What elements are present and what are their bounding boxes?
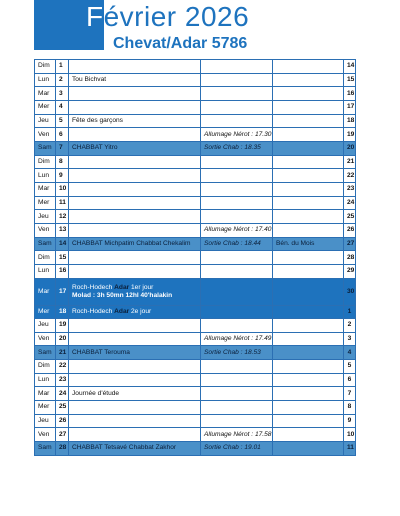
calendar-row bbox=[35, 251, 356, 265]
hebrew-date-cell: 4 bbox=[344, 346, 356, 360]
day-name-cell: Lun bbox=[35, 373, 56, 387]
hebrew-date-cell: 10 bbox=[344, 428, 356, 442]
notes-cell bbox=[273, 387, 344, 401]
event-description-cell bbox=[69, 128, 201, 142]
roch-hodech-label: Roch-Hodech bbox=[72, 307, 115, 315]
hebrew-date-cell: 22 bbox=[344, 169, 356, 183]
day-name-cell: Dim bbox=[35, 155, 56, 169]
notes-cell bbox=[273, 60, 344, 74]
candle-time-cell bbox=[201, 401, 273, 415]
notes-cell bbox=[273, 169, 344, 183]
day-number-cell: 1 bbox=[56, 60, 69, 74]
day-number-cell: 18 bbox=[56, 305, 69, 319]
event-description-cell bbox=[69, 169, 201, 183]
candle-time-cell bbox=[201, 196, 273, 210]
calendar-row bbox=[35, 210, 356, 224]
calendar-table bbox=[34, 59, 356, 456]
event-description-cell bbox=[69, 319, 201, 333]
day-name-cell: Mar bbox=[35, 182, 56, 196]
candle-time-cell bbox=[201, 155, 273, 169]
month-title-initial: F bbox=[86, 1, 104, 32]
day-number-cell: 2 bbox=[56, 73, 69, 87]
day-number-cell: 9 bbox=[56, 169, 69, 183]
calendar-row bbox=[35, 128, 356, 142]
day-name-cell: Lun bbox=[35, 73, 56, 87]
notes-cell bbox=[273, 414, 344, 428]
hebrew-date-cell: 17 bbox=[344, 100, 356, 114]
candle-time-cell: Sortie Chab : 18.44 bbox=[201, 237, 273, 251]
candle-time-cell bbox=[201, 73, 273, 87]
event-description-cell: CHABBAT Tetsavé Chabbat Zakhor bbox=[69, 442, 201, 456]
day-number-cell: 6 bbox=[56, 128, 69, 142]
day-name-cell: Jeu bbox=[35, 210, 56, 224]
day-name-cell: Lun bbox=[35, 169, 56, 183]
day-name-cell: Mar bbox=[35, 87, 56, 101]
day-name-cell: Mar bbox=[35, 278, 56, 305]
notes-cell bbox=[273, 155, 344, 169]
day-number-cell: 19 bbox=[56, 319, 69, 333]
roch-hodech-line bbox=[72, 284, 153, 291]
calendar-row bbox=[35, 332, 356, 346]
roch-hodech-line bbox=[72, 308, 151, 315]
day-number-cell: 16 bbox=[56, 264, 69, 278]
day-name-cell: Mer bbox=[35, 305, 56, 319]
candle-time-cell: Sortie Chab : 18.35 bbox=[201, 141, 273, 155]
day-name-cell: Sam bbox=[35, 346, 56, 360]
hebrew-date-cell: 16 bbox=[344, 87, 356, 101]
event-description-cell: CHABBAT Michpatim Chabbat Chekalim bbox=[69, 237, 201, 251]
event-description-cell bbox=[69, 223, 201, 237]
event-description-cell: CHABBAT Terouma bbox=[69, 346, 201, 360]
notes-cell bbox=[273, 346, 344, 360]
hebrew-month-title: Chevat/Adar 5786 bbox=[113, 35, 248, 52]
roch-hodech-label: Roch-Hodech bbox=[72, 283, 115, 291]
day-name-cell: Mer bbox=[35, 196, 56, 210]
day-number-cell: 11 bbox=[56, 196, 69, 210]
calendar-row bbox=[35, 264, 356, 278]
hebrew-date-cell: 18 bbox=[344, 114, 356, 128]
hebrew-date-cell: 3 bbox=[344, 332, 356, 346]
event-description-cell bbox=[69, 196, 201, 210]
notes-cell bbox=[273, 373, 344, 387]
molad-text: Molad : 3h 50mn 12hl 40'halakin bbox=[72, 291, 173, 299]
day-name-cell: Dim bbox=[35, 251, 56, 265]
calendar-row bbox=[35, 114, 356, 128]
notes-cell bbox=[273, 305, 344, 319]
event-description-cell bbox=[69, 305, 201, 319]
event-description-cell: Tou Bichvat bbox=[69, 73, 201, 87]
candle-time-cell: Sortie Chab : 18.53 bbox=[201, 346, 273, 360]
day-name-cell: Dim bbox=[35, 60, 56, 74]
notes-cell bbox=[273, 278, 344, 305]
notes-cell: Bén. du Mois bbox=[273, 237, 344, 251]
notes-cell bbox=[273, 223, 344, 237]
day-number-cell: 14 bbox=[56, 237, 69, 251]
candle-time-cell bbox=[201, 87, 273, 101]
candle-time-cell bbox=[201, 264, 273, 278]
roch-hodech-day: 2e jour bbox=[129, 307, 152, 315]
notes-cell bbox=[273, 332, 344, 346]
calendar-row bbox=[35, 373, 356, 387]
candle-time-cell bbox=[201, 251, 273, 265]
candle-time-cell bbox=[201, 100, 273, 114]
hebrew-date-cell: 14 bbox=[344, 60, 356, 74]
hebrew-date-cell: 7 bbox=[344, 387, 356, 401]
notes-cell bbox=[273, 442, 344, 456]
candle-time-cell: Allumage Nérot : 17.30 bbox=[201, 128, 273, 142]
day-number-cell: 23 bbox=[56, 373, 69, 387]
notes-cell bbox=[273, 114, 344, 128]
event-description-cell bbox=[69, 60, 201, 74]
day-number-cell: 28 bbox=[56, 442, 69, 456]
hebrew-date-cell: 19 bbox=[344, 128, 356, 142]
calendar-row bbox=[35, 346, 356, 360]
event-description-cell: Journée d'étude bbox=[69, 387, 201, 401]
adar-label: Adar bbox=[114, 283, 130, 291]
day-name-cell: Sam bbox=[35, 442, 56, 456]
candle-time-cell: Allumage Nérot : 17.49 bbox=[201, 332, 273, 346]
day-name-cell: Ven bbox=[35, 223, 56, 237]
hebrew-date-cell: 15 bbox=[344, 73, 356, 87]
notes-cell bbox=[273, 182, 344, 196]
day-name-cell: Sam bbox=[35, 237, 56, 251]
notes-cell bbox=[273, 251, 344, 265]
month-title-rest: évrier 2026 bbox=[103, 1, 250, 32]
notes-cell bbox=[273, 73, 344, 87]
day-number-cell: 27 bbox=[56, 428, 69, 442]
day-number-cell: 4 bbox=[56, 100, 69, 114]
calendar-row bbox=[35, 100, 356, 114]
notes-cell bbox=[273, 100, 344, 114]
calendar-row bbox=[35, 169, 356, 183]
day-number-cell: 26 bbox=[56, 414, 69, 428]
calendar-row bbox=[35, 428, 356, 442]
calendar-row bbox=[35, 196, 356, 210]
candle-time-cell: Sortie Chab : 19.01 bbox=[201, 442, 273, 456]
hebrew-date-cell: 5 bbox=[344, 360, 356, 374]
hebrew-date-cell: 9 bbox=[344, 414, 356, 428]
hebrew-date-cell: 26 bbox=[344, 223, 356, 237]
hebrew-date-cell: 24 bbox=[344, 196, 356, 210]
hebrew-date-cell: 2 bbox=[344, 319, 356, 333]
day-number-cell: 25 bbox=[56, 401, 69, 415]
candle-time-cell bbox=[201, 169, 273, 183]
event-description-cell bbox=[69, 182, 201, 196]
day-name-cell: Jeu bbox=[35, 414, 56, 428]
calendar-row bbox=[35, 278, 356, 305]
calendar-row bbox=[35, 60, 356, 74]
hebrew-date-cell: 6 bbox=[344, 373, 356, 387]
day-number-cell: 24 bbox=[56, 387, 69, 401]
day-number-cell: 21 bbox=[56, 346, 69, 360]
hebrew-date-cell: 11 bbox=[344, 442, 356, 456]
calendar-body bbox=[35, 60, 356, 456]
day-number-cell: 8 bbox=[56, 155, 69, 169]
calendar-row bbox=[35, 237, 356, 251]
notes-cell bbox=[273, 319, 344, 333]
event-description-cell bbox=[69, 210, 201, 224]
day-number-cell: 10 bbox=[56, 182, 69, 196]
candle-time-cell bbox=[201, 210, 273, 224]
day-number-cell: 20 bbox=[56, 332, 69, 346]
calendar-row bbox=[35, 319, 356, 333]
notes-cell bbox=[273, 360, 344, 374]
hebrew-date-cell: 8 bbox=[344, 401, 356, 415]
day-number-cell: 5 bbox=[56, 114, 69, 128]
hebrew-date-cell: 20 bbox=[344, 141, 356, 155]
candle-time-cell bbox=[201, 278, 273, 305]
calendar-row bbox=[35, 141, 356, 155]
hebrew-date-cell: 27 bbox=[344, 237, 356, 251]
hebrew-date-cell: 28 bbox=[344, 251, 356, 265]
event-description-cell bbox=[69, 87, 201, 101]
day-number-cell: 15 bbox=[56, 251, 69, 265]
event-description-cell bbox=[69, 428, 201, 442]
day-name-cell: Ven bbox=[35, 428, 56, 442]
hebrew-date-cell: 21 bbox=[344, 155, 356, 169]
day-name-cell: Mer bbox=[35, 100, 56, 114]
candle-time-cell bbox=[201, 373, 273, 387]
hebrew-date-cell: 23 bbox=[344, 182, 356, 196]
notes-cell bbox=[273, 428, 344, 442]
candle-time-cell: Allumage Nérot : 17.40 bbox=[201, 223, 273, 237]
candle-time-cell bbox=[201, 387, 273, 401]
notes-cell bbox=[273, 401, 344, 415]
event-description-cell bbox=[69, 251, 201, 265]
event-description-cell bbox=[69, 155, 201, 169]
hebrew-date-cell: 30 bbox=[344, 278, 356, 305]
day-number-cell: 13 bbox=[56, 223, 69, 237]
candle-time-cell bbox=[201, 305, 273, 319]
event-description-cell bbox=[69, 414, 201, 428]
calendar-row bbox=[35, 155, 356, 169]
notes-cell bbox=[273, 87, 344, 101]
notes-cell bbox=[273, 264, 344, 278]
day-name-cell: Jeu bbox=[35, 114, 56, 128]
notes-cell bbox=[273, 141, 344, 155]
day-number-cell: 3 bbox=[56, 87, 69, 101]
calendar-row bbox=[35, 360, 356, 374]
event-description-cell bbox=[69, 332, 201, 346]
roch-hodech-day: 1er jour bbox=[129, 283, 154, 291]
notes-cell bbox=[273, 210, 344, 224]
event-description-cell bbox=[69, 264, 201, 278]
event-description-cell bbox=[69, 401, 201, 415]
event-description-cell bbox=[69, 100, 201, 114]
day-number-cell: 12 bbox=[56, 210, 69, 224]
calendar-row bbox=[35, 414, 356, 428]
calendar-row bbox=[35, 305, 356, 319]
calendar-row bbox=[35, 87, 356, 101]
calendar-row bbox=[35, 387, 356, 401]
day-name-cell: Jeu bbox=[35, 319, 56, 333]
day-name-cell: Sam bbox=[35, 141, 56, 155]
notes-cell bbox=[273, 196, 344, 210]
candle-time-cell bbox=[201, 182, 273, 196]
day-name-cell: Mar bbox=[35, 387, 56, 401]
day-name-cell: Ven bbox=[35, 128, 56, 142]
event-description-cell bbox=[69, 278, 201, 305]
day-number-cell: 17 bbox=[56, 278, 69, 305]
day-number-cell: 7 bbox=[56, 141, 69, 155]
candle-time-cell bbox=[201, 360, 273, 374]
calendar-row bbox=[35, 182, 356, 196]
hebrew-date-cell: 1 bbox=[344, 305, 356, 319]
notes-cell bbox=[273, 128, 344, 142]
hebrew-date-cell: 25 bbox=[344, 210, 356, 224]
day-name-cell: Mer bbox=[35, 401, 56, 415]
event-description-cell bbox=[69, 373, 201, 387]
calendar-row bbox=[35, 401, 356, 415]
candle-time-cell bbox=[201, 319, 273, 333]
event-description-cell: Fête des garçons bbox=[69, 114, 201, 128]
calendar-row bbox=[35, 223, 356, 237]
adar-label: Adar bbox=[114, 307, 130, 315]
day-name-cell: Ven bbox=[35, 332, 56, 346]
candle-time-cell: Allumage Nérot : 17.58 bbox=[201, 428, 273, 442]
event-description-cell: CHABBAT Yitro bbox=[69, 141, 201, 155]
calendar-row bbox=[35, 442, 356, 456]
calendar-row bbox=[35, 73, 356, 87]
candle-time-cell bbox=[201, 114, 273, 128]
hebrew-date-cell: 29 bbox=[344, 264, 356, 278]
day-number-cell: 22 bbox=[56, 360, 69, 374]
day-name-cell: Lun bbox=[35, 264, 56, 278]
month-title bbox=[86, 2, 249, 32]
event-description-cell bbox=[69, 360, 201, 374]
day-name-cell: Dim bbox=[35, 360, 56, 374]
candle-time-cell bbox=[201, 414, 273, 428]
candle-time-cell bbox=[201, 60, 273, 74]
